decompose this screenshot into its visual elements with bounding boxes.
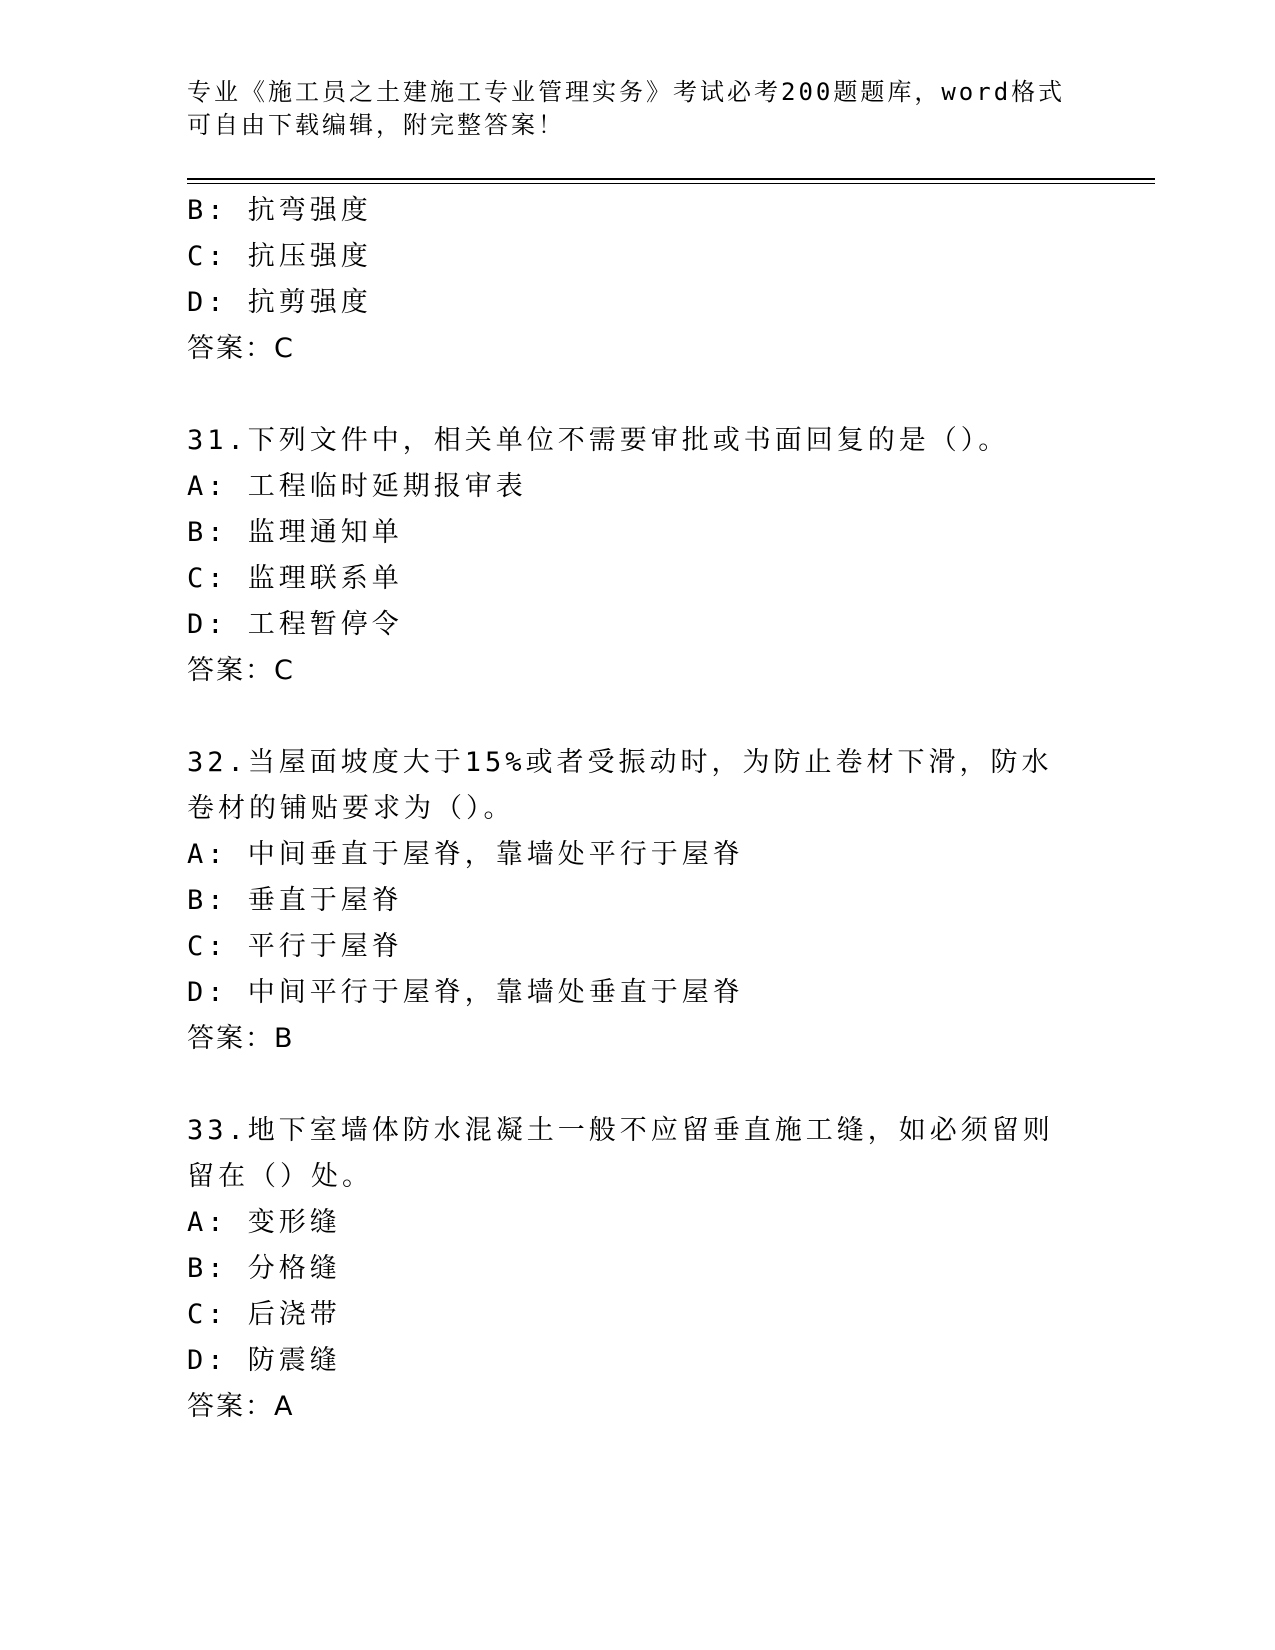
option-text: 抗压强度 (247, 241, 372, 272)
option-key: C: (187, 931, 228, 962)
option-key: D: (187, 977, 228, 1008)
option-text: 监理联系单 (247, 563, 403, 594)
option-b (187, 510, 1067, 556)
header-divider (187, 178, 1155, 184)
option-key: C: (187, 563, 228, 594)
option-b (187, 188, 1067, 234)
option-d (187, 970, 1067, 1016)
option-text: 中间平行于屋脊，靠墙处垂直于屋脊 (247, 977, 744, 1008)
question-list (187, 188, 1067, 1476)
option-text: 监理通知单 (247, 517, 403, 548)
option-key: B: (187, 1253, 228, 1284)
option-text: 中间垂直于屋脊，靠墙处平行于屋脊 (247, 839, 744, 870)
option-d (187, 280, 1067, 326)
option-c (187, 1292, 1067, 1338)
option-key: B: (187, 195, 228, 226)
option-a (187, 464, 1067, 510)
page-header: 专业《施工员之土建施工专业管理实务》考试必考200题题库，word格式可自由下载编辑，附完整答案！ (187, 78, 1066, 139)
option-key: A: (187, 839, 228, 870)
answer-line: 答案：B (187, 1023, 295, 1054)
option-key: B: (187, 885, 228, 916)
option-b (187, 1246, 1067, 1292)
option-b (187, 878, 1067, 924)
answer-line: 答案：A (187, 1391, 295, 1422)
answer-line: 答案：C (187, 655, 295, 686)
question-block-32 (187, 740, 1067, 1062)
question-text: 32.当屋面坡度大于15%或者受振动时，为防止卷材下滑，防水卷材的铺贴要求为（）。 (187, 747, 1053, 824)
option-key: B: (187, 517, 228, 548)
option-text: 分格缝 (247, 1253, 341, 1284)
option-key: D: (187, 287, 228, 318)
question-block-31 (187, 418, 1067, 694)
option-key: D: (187, 1345, 228, 1376)
option-text: 防震缝 (247, 1345, 341, 1376)
option-text: 抗弯强度 (247, 195, 372, 226)
option-key: C: (187, 241, 228, 272)
answer-line: 答案：C (187, 333, 295, 364)
option-key: A: (187, 1207, 228, 1238)
option-text: 抗剪强度 (247, 287, 372, 318)
option-key: D: (187, 609, 228, 640)
option-d (187, 602, 1067, 648)
option-c (187, 556, 1067, 602)
option-a (187, 1200, 1067, 1246)
option-key: A: (187, 471, 228, 502)
option-text: 工程临时延期报审表 (247, 471, 527, 502)
option-text: 平行于屋脊 (247, 931, 403, 962)
option-text: 垂直于屋脊 (247, 885, 403, 916)
option-text: 后浇带 (247, 1299, 341, 1330)
question-block-prev (187, 188, 1067, 372)
option-key: C: (187, 1299, 228, 1330)
question-text: 33.地下室墙体防水混凝土一般不应留垂直施工缝，如必须留则留在（）处。 (187, 1115, 1054, 1192)
option-text: 变形缝 (247, 1207, 341, 1238)
option-c (187, 234, 1067, 280)
question-text: 31.下列文件中，相关单位不需要审批或书面回复的是（）。 (187, 425, 1010, 456)
option-text: 工程暂停令 (247, 609, 403, 640)
option-a (187, 832, 1067, 878)
question-block-33 (187, 1108, 1067, 1430)
option-c (187, 924, 1067, 970)
option-d (187, 1338, 1067, 1384)
